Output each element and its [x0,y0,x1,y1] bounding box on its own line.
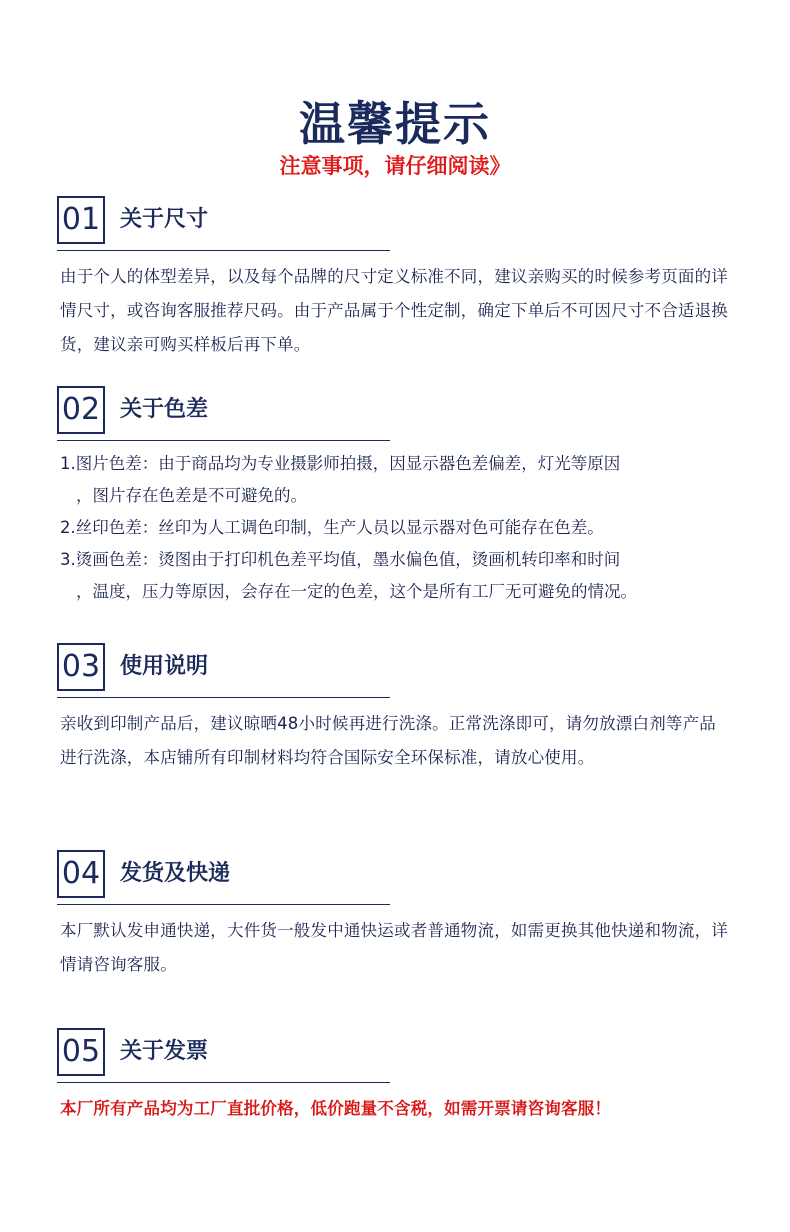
section-title: 关于尺寸 [120,207,209,232]
section-divider [57,904,390,905]
list-item-continuation: ，图片存在色差是不可避免的。 [76,486,307,505]
section-title: 关于发票 [120,1039,209,1064]
section-title: 使用说明 [120,654,209,679]
section-divider [57,250,390,251]
page-subtitle: 注意事项，请仔细阅读》 [279,154,511,178]
section-title: 关于色差 [120,397,209,422]
list-item [60,512,730,544]
section-body: 本厂所有产品均为工厂直批价格，低价跑量不含税，如需开票请咨询客服！ [60,1099,612,1118]
section-title: 发货及快递 [120,861,231,886]
section-number: 05 [57,1028,105,1076]
section-header [0,386,790,448]
list-item-line: 2.丝印色差：丝印为人工调色印制，生产人员以显示器对色可能存在色差。 [60,518,604,537]
section-header [0,850,790,912]
section-usage [0,643,790,775]
section-invoice [0,1028,790,1126]
section-divider [57,1082,390,1083]
section-header [0,1028,790,1090]
section-shipping [0,850,790,982]
section-number: 01 [57,196,105,244]
section-size [0,196,790,362]
list-item [60,544,730,608]
section-number: 03 [57,643,105,691]
section-color-difference [0,386,790,608]
section-body: 亲收到印制产品后，建议晾晒48小时候再进行洗涤。正常洗涤即可，请勿放漂白剂等产品进行洗涤，本店铺所有印制材料均符合国际安全环保标准，请放心使用。 [60,714,716,767]
section-divider [57,440,390,441]
section-divider [57,697,390,698]
section-body: 由于个人的体型差异，以及每个品牌的尺寸定义标准不同，建议亲购买的时候参考页面的详情尺寸，或咨询客服推荐尺码。由于产品属于个性定制，确定下单后不可因尺寸不合适退换货，建议亲可购买样板后再下单。 [60,267,728,354]
list-item-line: 3.烫画色差：烫图由于打印机色差平均值，墨水偏色值，烫画机转印率和时间 [60,550,621,569]
section-number: 04 [57,850,105,898]
section-body: 本厂默认发申通快递，大件货一般发中通快运或者普通物流，如需更换其他快递和物流，详情请咨询客服。 [60,921,728,974]
list-item-continuation: ，温度，压力等原因，会存在一定的色差，这个是所有工厂无可避免的情况。 [76,582,637,601]
section-number: 02 [57,386,105,434]
list-item-line: 1.图片色差：由于商品均为专业摄影师拍摄，因显示器色差偏差，灯光等原因 [60,454,621,473]
page-title: 温馨提示 [299,97,491,151]
section-header [0,643,790,705]
list-item [60,448,730,512]
section-header [0,196,790,258]
